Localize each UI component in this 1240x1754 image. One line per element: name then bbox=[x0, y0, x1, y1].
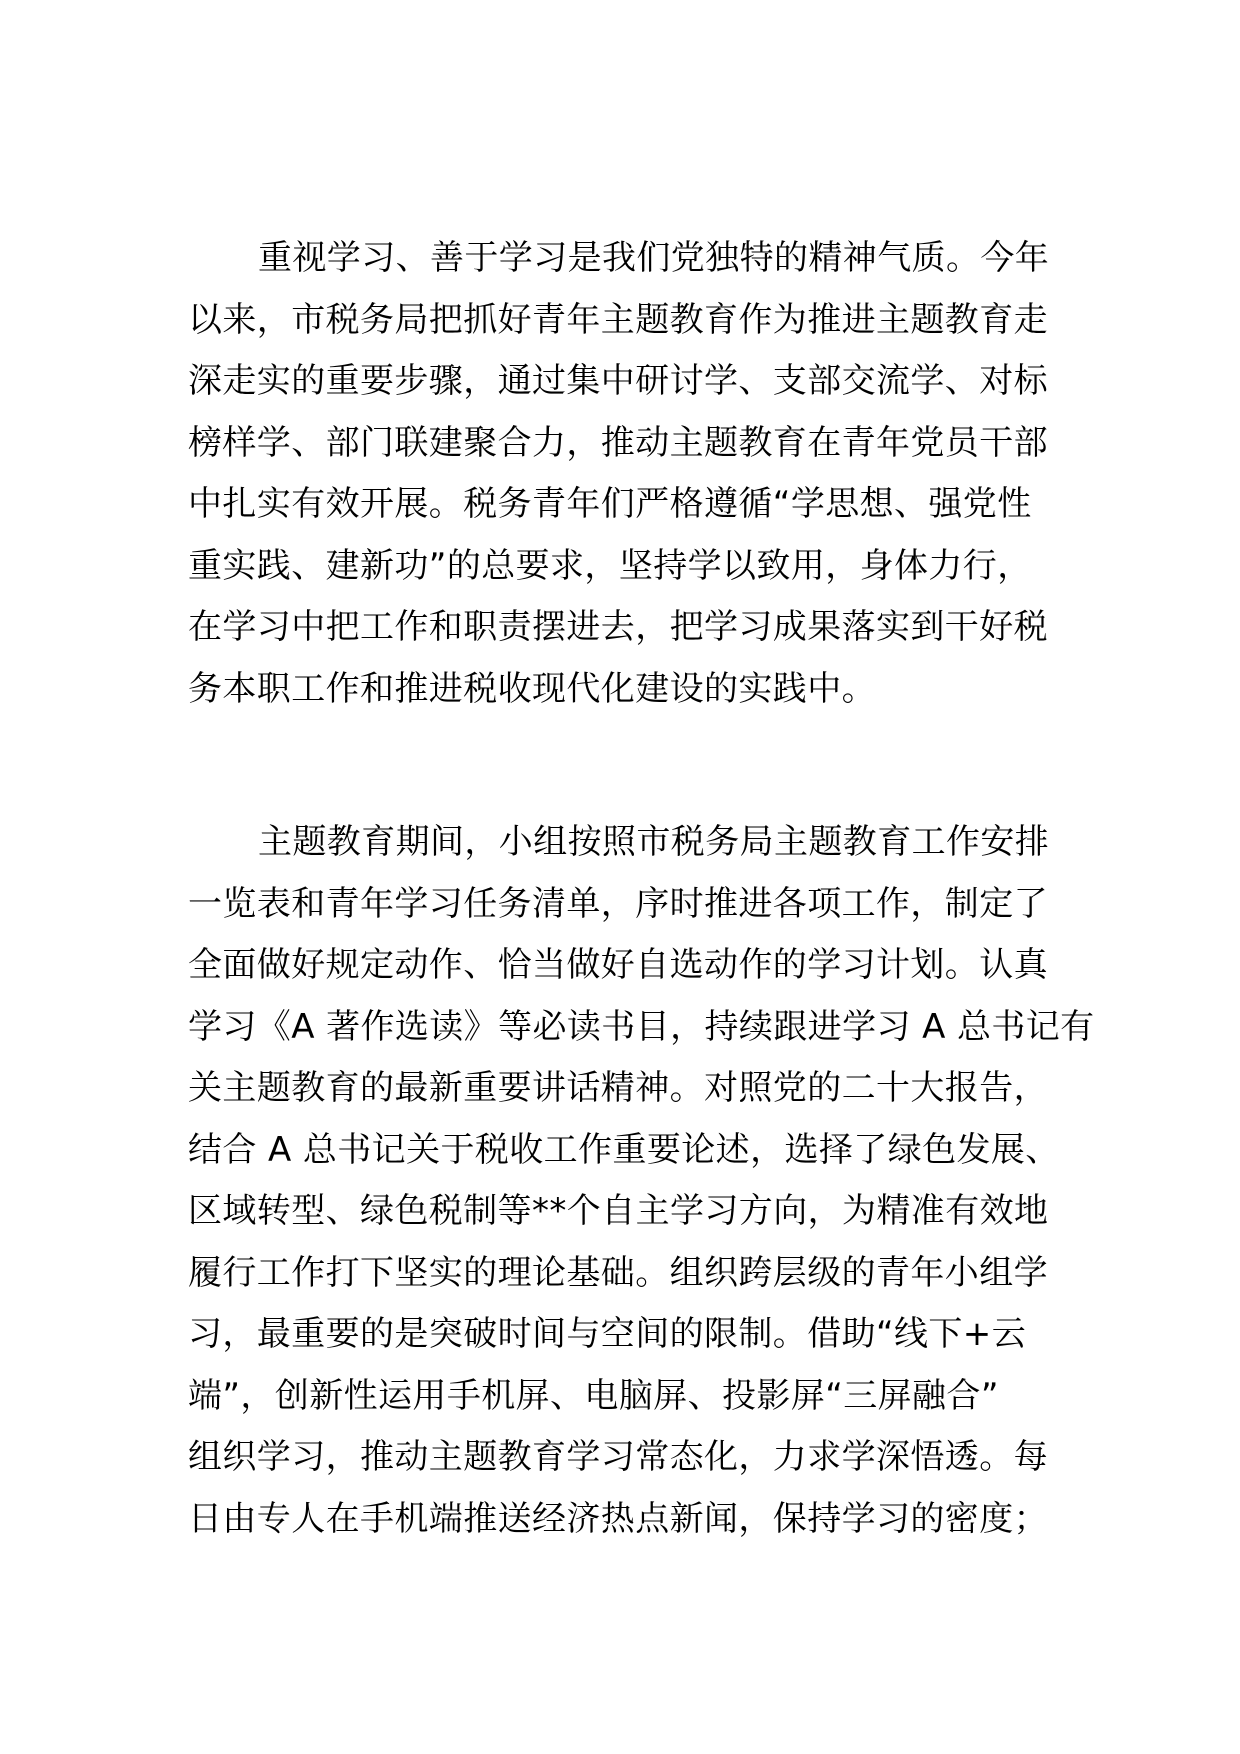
paragraph-line: 务本职工作和推进税收现代化建设的实践中。 bbox=[188, 668, 876, 709]
paragraph-line: 中扎实有效开展。税务青年们严格遵循“学思想、强党性 bbox=[188, 484, 1032, 524]
paragraph-line: 结合 A 总书记关于税收工作重要论述，选择了绿色发展、 bbox=[188, 1129, 1060, 1170]
paragraph-line: 区域转型、绿色税制等**个自主学习方向，为精准有效地 bbox=[188, 1191, 1049, 1231]
paragraph-line: 重实践、建新功”的总要求，坚持学以致用，身体力行， bbox=[188, 545, 1032, 586]
paragraph-line: 深走实的重要步骤，通过集中研讨学、支部交流学、对标 bbox=[188, 361, 1048, 401]
paragraph-line: 一览表和青年学习任务清单，序时推进各项工作，制定了 bbox=[188, 883, 1048, 924]
paragraph-line: 在学习中把工作和职责摆进去，把学习成果落实到干好税 bbox=[188, 607, 1048, 647]
paragraph-line: 学习《A 著作选读》等必读书目，持续跟进学习 A 总书记有 bbox=[188, 1006, 1095, 1047]
paragraph-line: 组织学习，推动主题教育学习常态化，力求学深悟透。每 bbox=[188, 1437, 1048, 1477]
paragraph-line: 以来，市税务局把抓好青年主题教育作为推进主题教育走 bbox=[188, 299, 1048, 340]
paragraph-2 bbox=[188, 812, 1095, 1550]
paragraph-line: 全面做好规定动作、恰当做好自选动作的学习计划。认真 bbox=[188, 945, 1048, 985]
paragraph-line: 日由专人在手机端推送经济热点新闻，保持学习的密度； bbox=[188, 1498, 1048, 1539]
paragraph-line: 履行工作打下坚实的理论基础。组织跨层级的青年小组学 bbox=[188, 1252, 1048, 1293]
paragraph-line: 榜样学、部门联建聚合力，推动主题教育在青年党员干部 bbox=[188, 422, 1048, 463]
paragraph-line: 关主题教育的最新重要讲话精神。对照党的二十大报告， bbox=[188, 1068, 1048, 1108]
paragraph-1 bbox=[188, 228, 1058, 720]
paragraph-line: 习，最重要的是突破时间与空间的限制。借助“线下+云 bbox=[188, 1314, 1027, 1354]
paragraph-line: 重视学习、善于学习是我们党独特的精神气质。今年 bbox=[258, 238, 1050, 278]
paragraph-line: 端”，创新性运用手机屏、电脑屏、投影屏“三屏融合” bbox=[188, 1375, 999, 1416]
paragraph-line: 主题教育期间，小组按照市税务局主题教育工作安排 bbox=[258, 822, 1050, 862]
